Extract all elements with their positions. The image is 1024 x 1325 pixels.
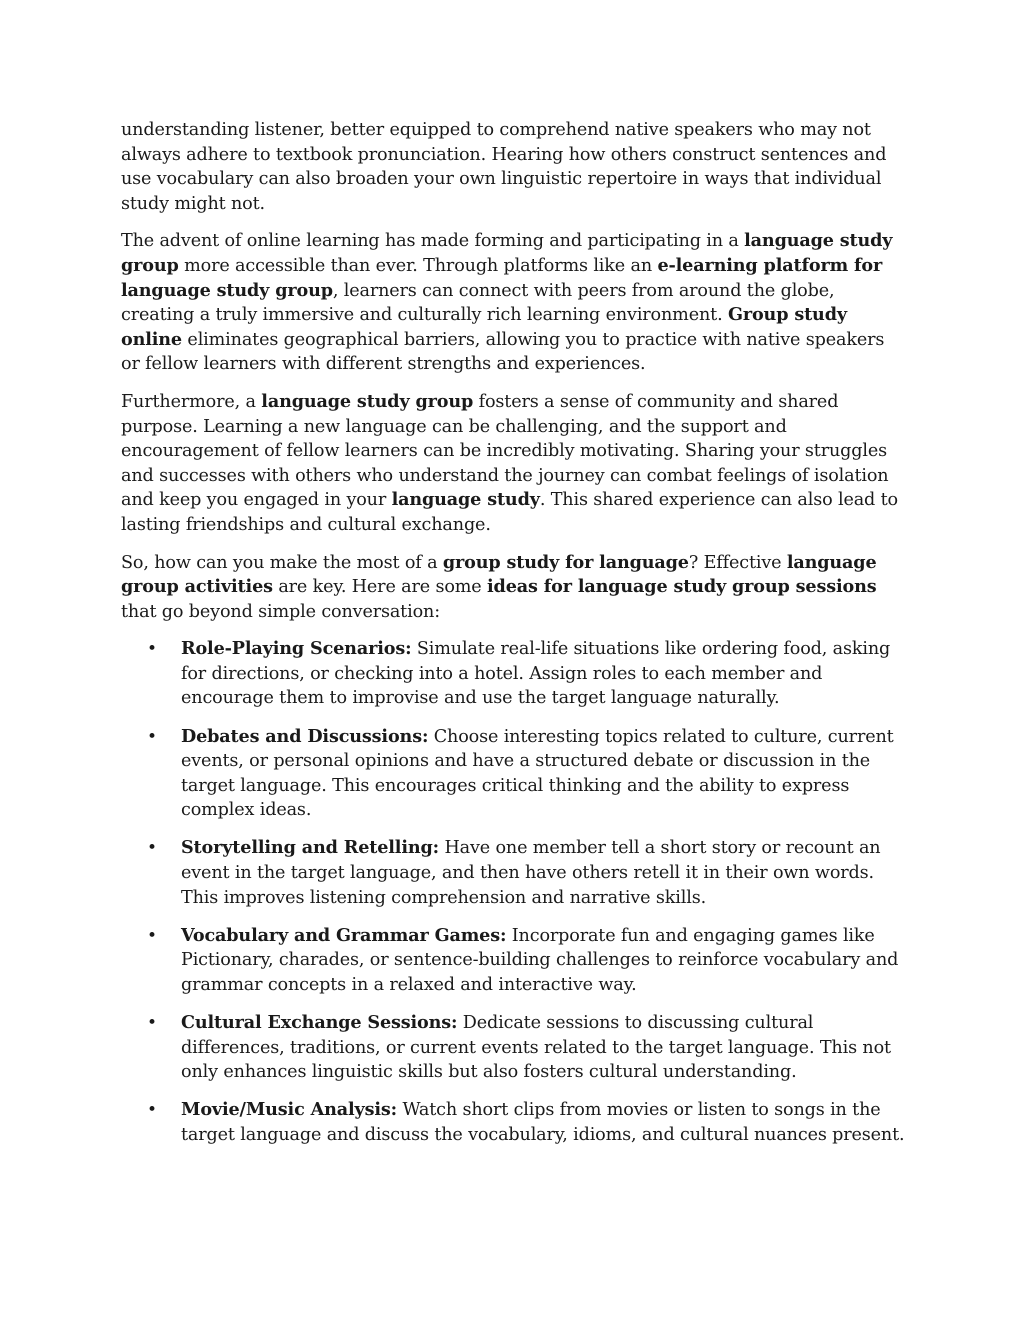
bullet-icon: • bbox=[147, 1100, 157, 1121]
text-run: . This shared experience can also lead to lasting friendships and cultural exchange. bbox=[121, 490, 898, 535]
bullet-icon: • bbox=[147, 639, 157, 660]
list-item-text: Watch short clips from movies or listen to songs in the target language and discuss the vocabulary, idioms, and cultural nuances present. bbox=[181, 1100, 905, 1145]
list-item-title: Role-Playing Scenarios: bbox=[181, 638, 412, 660]
text-run: Furthermore, a bbox=[121, 391, 262, 412]
text-run: So, how can you make the most of a bbox=[121, 552, 443, 573]
list-item bbox=[121, 1011, 907, 1085]
text-run: that go beyond simple conversation: bbox=[121, 601, 440, 622]
list-item bbox=[121, 637, 907, 711]
list-item-text: Simulate real-life situations like ordering food, asking for directions, or checking into a hotel. Assign roles to each member and encourage them to improvise and use the target language naturally. bbox=[181, 639, 891, 709]
list-item-title: Cultural Exchange Sessions: bbox=[181, 1012, 458, 1033]
bold-keyword: language group activities bbox=[121, 551, 877, 598]
bullet-icon: • bbox=[147, 925, 157, 946]
list-item bbox=[121, 725, 907, 823]
bold-keyword: ideas for language study group sessions bbox=[487, 576, 877, 598]
list-item-title: Vocabulary and Grammar Games: bbox=[181, 924, 507, 946]
list-item-title: Storytelling and Retelling: bbox=[181, 837, 439, 859]
list-item-title: Debates and Discussions: bbox=[181, 725, 429, 747]
text-run: , learners can connect with peers from around the globe, creating a truly immersive and culturally rich learning environment. bbox=[121, 280, 835, 326]
paragraph bbox=[121, 390, 907, 538]
text-run: ? Effective bbox=[688, 552, 787, 573]
text-run: fosters a sense of community and shared purpose. Learning a new language can be challenging, and the support and encouragement of fellow learners can be incredibly motivating. Sharing your struggles and successes with others who understand the journey can combat feelings of isolation and keep you engaged in your bbox=[121, 391, 889, 511]
text-run: The advent of online learning has made forming and participating in a bbox=[121, 231, 745, 252]
ideas-list bbox=[121, 637, 907, 1147]
bold-keyword: group study for language bbox=[442, 551, 689, 573]
bold-keyword: language study group bbox=[121, 230, 893, 276]
list-item bbox=[121, 1098, 907, 1147]
body-text bbox=[121, 118, 907, 624]
paragraph bbox=[121, 229, 907, 377]
list-item bbox=[121, 924, 907, 998]
bullet-icon: • bbox=[147, 1013, 157, 1033]
bullet-icon: • bbox=[147, 838, 157, 859]
text-run: more accessible than ever. Through platforms like an bbox=[178, 255, 658, 276]
list-item-text: Have one member tell a short story or recount an event in the target language, and then have others retell it in their own words. This improves listening comprehension and narrative skills. bbox=[181, 838, 881, 908]
bold-keyword: language study bbox=[391, 489, 540, 511]
document-page bbox=[121, 118, 907, 1161]
list-item-text: Choose interesting topics related to culture, current events, or personal opinions and have a structured debate or discussion in the target language. This encourages critical thinking and the ability to express complex ideas. bbox=[181, 726, 894, 821]
paragraph bbox=[121, 118, 907, 216]
bold-keyword: Group study online bbox=[121, 304, 847, 350]
list-item-text: Dedicate sessions to discussing cultural differences, traditions, or current events related to the target language. This not only enhances linguistic skills but also fosters cultural understanding. bbox=[181, 1013, 891, 1083]
text-run: eliminates geographical barriers, allowing you to practice with native speakers or fellow learners with different strengths and experiences. bbox=[121, 329, 885, 375]
list-item bbox=[121, 836, 907, 910]
list-item-text: Incorporate fun and engaging games like Pictionary, charades, or sentence-building challenges to reinforce vocabulary and grammar concepts in a relaxed and interactive way. bbox=[181, 925, 899, 995]
bold-keyword: e-learning platform for language study group bbox=[121, 254, 883, 301]
bold-keyword: language study group bbox=[261, 390, 474, 412]
list-item-title: Movie/Music Analysis: bbox=[181, 1099, 398, 1121]
bullet-icon: • bbox=[147, 726, 157, 747]
text-run: are key. Here are some bbox=[272, 577, 488, 598]
text-run: understanding listener, better equipped to comprehend native speakers who may not always adhere to textbook pronunciation. Hearing how others construct sentences and use vocabulary can also broaden your own linguistic repertoire in ways that individual study might not. bbox=[121, 120, 887, 214]
paragraph bbox=[121, 551, 907, 625]
